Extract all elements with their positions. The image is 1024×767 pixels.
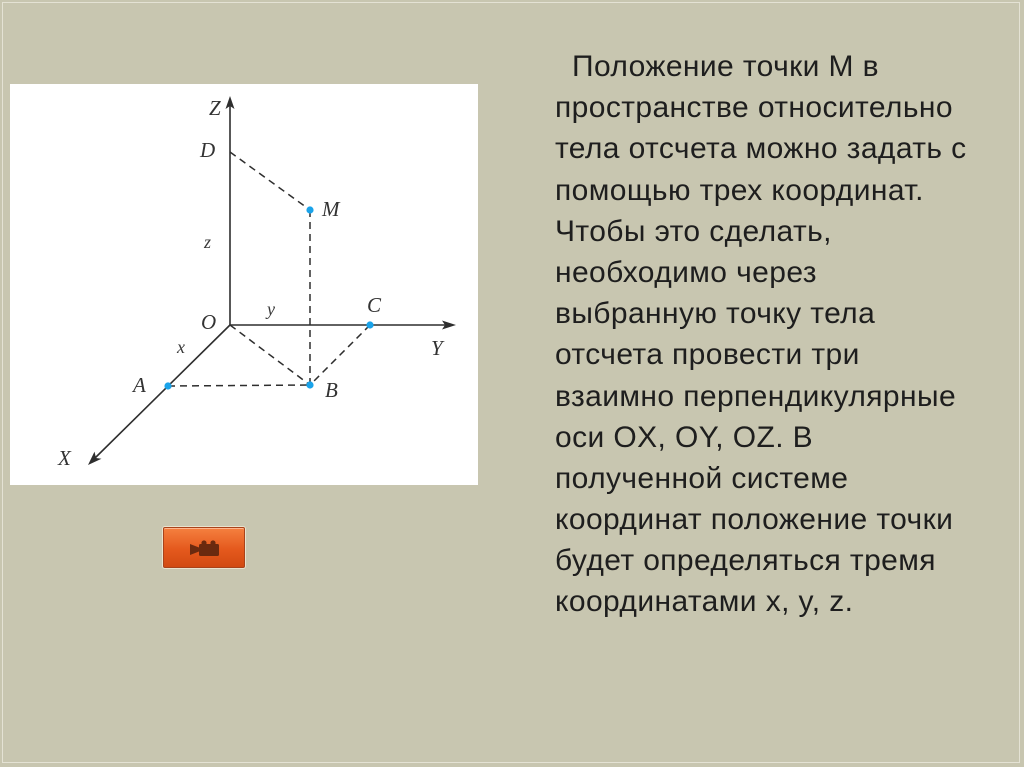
text-line: полученной системе xyxy=(555,461,849,495)
text-line: помощью трех координат. xyxy=(555,173,924,207)
point-m xyxy=(306,206,313,213)
label-point-a: A xyxy=(133,373,146,397)
dashed-line-c-b xyxy=(310,325,370,385)
dashed-line-o-b xyxy=(230,325,310,385)
label-origin: O xyxy=(201,310,217,334)
point-b xyxy=(306,381,313,388)
point-c xyxy=(366,321,373,328)
label-axis-z: Z xyxy=(209,96,221,120)
video-button[interactable] xyxy=(163,527,245,568)
label-point-b: B xyxy=(325,378,338,402)
text-line: координатами x, y, z. xyxy=(555,585,854,619)
coordinate-diagram xyxy=(10,84,478,485)
text-line: координат положение точки xyxy=(555,503,954,537)
text-line: будет определяться тремя xyxy=(555,544,936,578)
text-line: тела отсчета можно задать с xyxy=(555,132,967,166)
text-line: пространстве относительно xyxy=(555,91,953,125)
text-line: Положение точки М в xyxy=(572,50,880,83)
dashed-line-a-b xyxy=(168,385,310,386)
text-line: необходимо через xyxy=(555,255,817,289)
label-point-c: C xyxy=(367,293,382,317)
text-line: выбранную точку тела xyxy=(555,297,876,331)
point-a xyxy=(164,382,171,389)
label-coord-y: y xyxy=(267,299,275,319)
text-line: взаимно перпендикулярные xyxy=(555,379,957,413)
diagram-panel xyxy=(10,84,478,485)
label-coord-x: x xyxy=(177,337,185,357)
dashed-line-d-m xyxy=(230,152,310,210)
label-coord-z: z xyxy=(204,232,212,252)
label-axis-x: X xyxy=(58,446,71,470)
text-line: Чтобы это сделать, xyxy=(555,214,832,248)
slide-text xyxy=(555,46,995,623)
label-point-m: M xyxy=(322,197,340,221)
video-camera-icon xyxy=(190,540,222,557)
text-line: оси OX, OY, OZ. В xyxy=(555,420,814,454)
label-axis-y: Y xyxy=(431,336,443,360)
label-point-d: D xyxy=(200,138,216,162)
text-line: отсчета провести три xyxy=(555,338,860,372)
x-axis xyxy=(94,325,230,459)
